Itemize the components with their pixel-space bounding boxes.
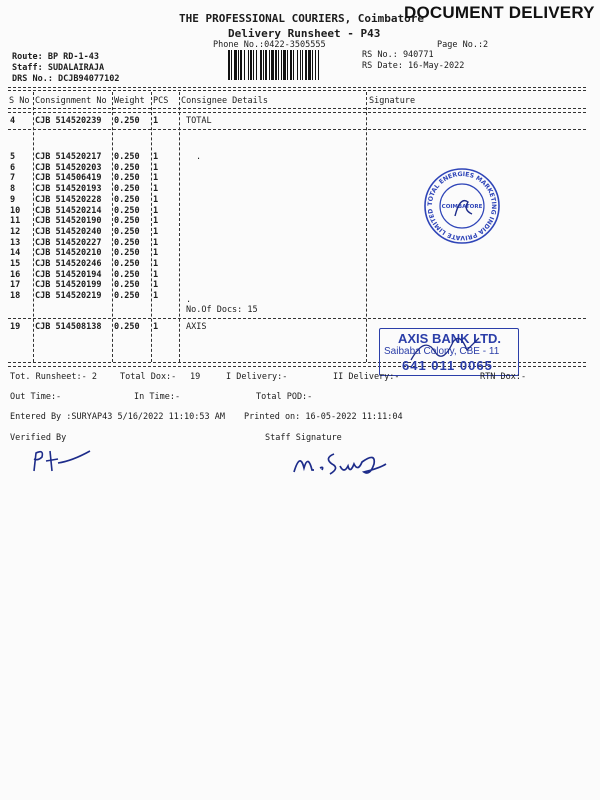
weight-cell: 0.250 (114, 194, 140, 205)
sno-cell: 15 (10, 259, 21, 269)
weight-cell: 0.250 (114, 237, 140, 248)
pcs-cell: 1 (153, 216, 159, 227)
table-row (10, 116, 570, 126)
docs-count: No.Of Docs: 15 (186, 305, 258, 315)
weight-cell: 0.250 (114, 322, 140, 332)
consignment-cell: CJB 514520240 (35, 226, 102, 237)
sno-cell: 4 (10, 116, 16, 126)
bank-branch: Saibaba Colony, CBE - 11 (384, 346, 500, 357)
rs-number: RS No.: 940771 (362, 50, 434, 60)
column-header: PCS (153, 96, 169, 106)
details-cell: AXIS (186, 322, 207, 332)
pcs-cell: 1 (153, 194, 159, 205)
tot-runsheet: Tot. Runsheet:- 2 (10, 372, 97, 382)
divider (8, 129, 586, 130)
staff-signature (290, 446, 390, 478)
bank-code: 641 011 0065 (402, 358, 493, 373)
bank-stamp-signature (405, 330, 485, 370)
sno-cell: 18 (10, 291, 21, 302)
weight-cell: 0.250 (114, 116, 140, 126)
table-row (10, 248, 570, 258)
consignment-cell: CJB 514520210 (35, 248, 102, 259)
sno-cell: 7 (10, 173, 16, 184)
drs-number: DRS No.: DCJB94077102 (12, 74, 120, 84)
sno-cell: 13 (10, 237, 21, 248)
weight-cell: 0.250 (114, 162, 140, 173)
staff-signature-label: Staff Signature (265, 433, 342, 443)
seal-center-text: COIMBATORE (441, 204, 483, 210)
column-header: S No (9, 96, 30, 106)
sno-cell: 16 (10, 269, 21, 280)
sno-cell: 11 (10, 216, 21, 227)
weight-cell: 0.250 (114, 248, 140, 259)
staff-name: Staff: SUDALAIRAJA (12, 63, 105, 73)
pcs-cell: 1 (153, 226, 159, 237)
weight-cell: 0.250 (114, 216, 140, 227)
details-dot: . (186, 295, 192, 305)
divider (8, 90, 586, 91)
sno-cell: 17 (10, 280, 21, 291)
seal-ring-text: TOTAL ENERGIES MARKETING INDIA PRIVATE LIMITED (426, 170, 498, 242)
pcs-cell: 1 (153, 280, 159, 291)
consignment-cell: CJB 514506419 (35, 173, 102, 184)
divider (8, 87, 586, 88)
pcs-cell: 1 (153, 248, 159, 259)
sno-cell: 10 (10, 205, 21, 216)
runsheet-title: Delivery Runsheet - P43 (228, 27, 381, 40)
pcs-cell: 1 (153, 162, 159, 173)
consignment-cell: CJB 514520239 (35, 116, 102, 126)
table-row (10, 270, 570, 280)
verified-by-signature (28, 445, 98, 475)
consignment-cell: CJB 514520194 (35, 269, 102, 280)
entered-by: Entered By :SURYAP43 5/16/2022 11:10:53 AM (10, 412, 225, 422)
weight-cell: 0.250 (114, 269, 140, 280)
pcs-cell: 1 (153, 184, 159, 195)
table-row (10, 152, 570, 162)
consignment-cell: CJB 514520193 (35, 184, 102, 195)
consignment-cell: CJB 514520214 (35, 205, 102, 216)
pcs-cell: 1 (153, 173, 159, 184)
sno-cell: 5 (10, 152, 16, 162)
pcs-cell: 1 (153, 269, 159, 280)
table-row (10, 280, 570, 290)
printed-on: Printed on: 16-05-2022 11:11:04 (244, 412, 403, 422)
sno-cell: 9 (10, 194, 16, 205)
ii-delivery: II Delivery:- (333, 372, 400, 382)
consignment-cell: CJB 514520217 (35, 152, 102, 162)
consignment-cell: CJB 514520227 (35, 237, 102, 248)
weight-cell: 0.250 (114, 226, 140, 237)
pcs-cell: 1 (153, 205, 159, 216)
pcs-cell: 1 (153, 291, 159, 302)
pcs-cell: 1 (153, 116, 159, 126)
consignment-cell: CJB 514520228 (35, 194, 102, 205)
weight-cell: 0.250 (114, 259, 140, 269)
weight-cell: 0.250 (114, 173, 140, 184)
consignment-cell: CJB 514520219 (35, 291, 102, 302)
page-number: Page No.:2 (437, 40, 489, 50)
column-header: Consignee Details (181, 96, 268, 106)
divider (8, 112, 586, 113)
weight-cell: 0.250 (114, 291, 140, 302)
sno-cell: 19 (10, 322, 21, 332)
rtn-dox: RTN Dox:- (480, 372, 527, 382)
consignment-cell: CJB 514508138 (35, 322, 102, 332)
sno-cell: 8 (10, 184, 16, 195)
column-header: Signature (369, 96, 416, 106)
details-cell: . (196, 152, 202, 162)
sno-cell: 14 (10, 248, 21, 259)
company-seal (422, 166, 502, 246)
out-time: Out Time:- (10, 392, 62, 402)
total-pod: Total POD:- (256, 392, 313, 402)
document-delivery-stamp: DOCUMENT DELIVERY (404, 3, 595, 22)
i-delivery: I Delivery:- (226, 372, 288, 382)
consignment-cell: CJB 514520203 (35, 162, 102, 173)
weight-cell: 0.250 (114, 184, 140, 195)
bank-name: AXIS BANK LTD. (398, 331, 502, 346)
column-header: Weight (114, 96, 145, 106)
route: Route: BP RD-1-43 (12, 52, 99, 62)
total-dox-value: 19 (190, 372, 201, 382)
details-cell: TOTAL (186, 116, 212, 126)
pcs-cell: 1 (153, 237, 159, 248)
in-time: In Time:- (134, 392, 181, 402)
consignment-cell: CJB 514520199 (35, 280, 102, 291)
rs-date: RS Date: 16-May-2022 (362, 61, 465, 71)
weight-cell: 0.250 (114, 152, 140, 162)
table-row (10, 291, 570, 301)
weight-cell: 0.250 (114, 205, 140, 216)
pcs-cell: 1 (153, 152, 159, 162)
sno-cell: 6 (10, 162, 16, 173)
sno-cell: 12 (10, 226, 21, 237)
divider (8, 318, 586, 319)
table-row (10, 259, 570, 269)
barcode (228, 50, 352, 80)
pcs-cell: 1 (153, 259, 159, 269)
divider (8, 108, 586, 109)
phone-number: Phone No.:0422-3505555 (213, 40, 326, 50)
weight-cell: 0.250 (114, 280, 140, 291)
verified-by-label: Verified By (10, 433, 67, 443)
consignment-cell: CJB 514520246 (35, 259, 102, 269)
company-name: THE PROFESSIONAL COURIERS, Coimbatore (179, 12, 425, 25)
total-dox-label: Total Dox:- (120, 372, 177, 382)
consignment-cell: CJB 514520190 (35, 216, 102, 227)
pcs-cell: 1 (153, 322, 159, 332)
column-header: Consignment No (35, 96, 107, 106)
